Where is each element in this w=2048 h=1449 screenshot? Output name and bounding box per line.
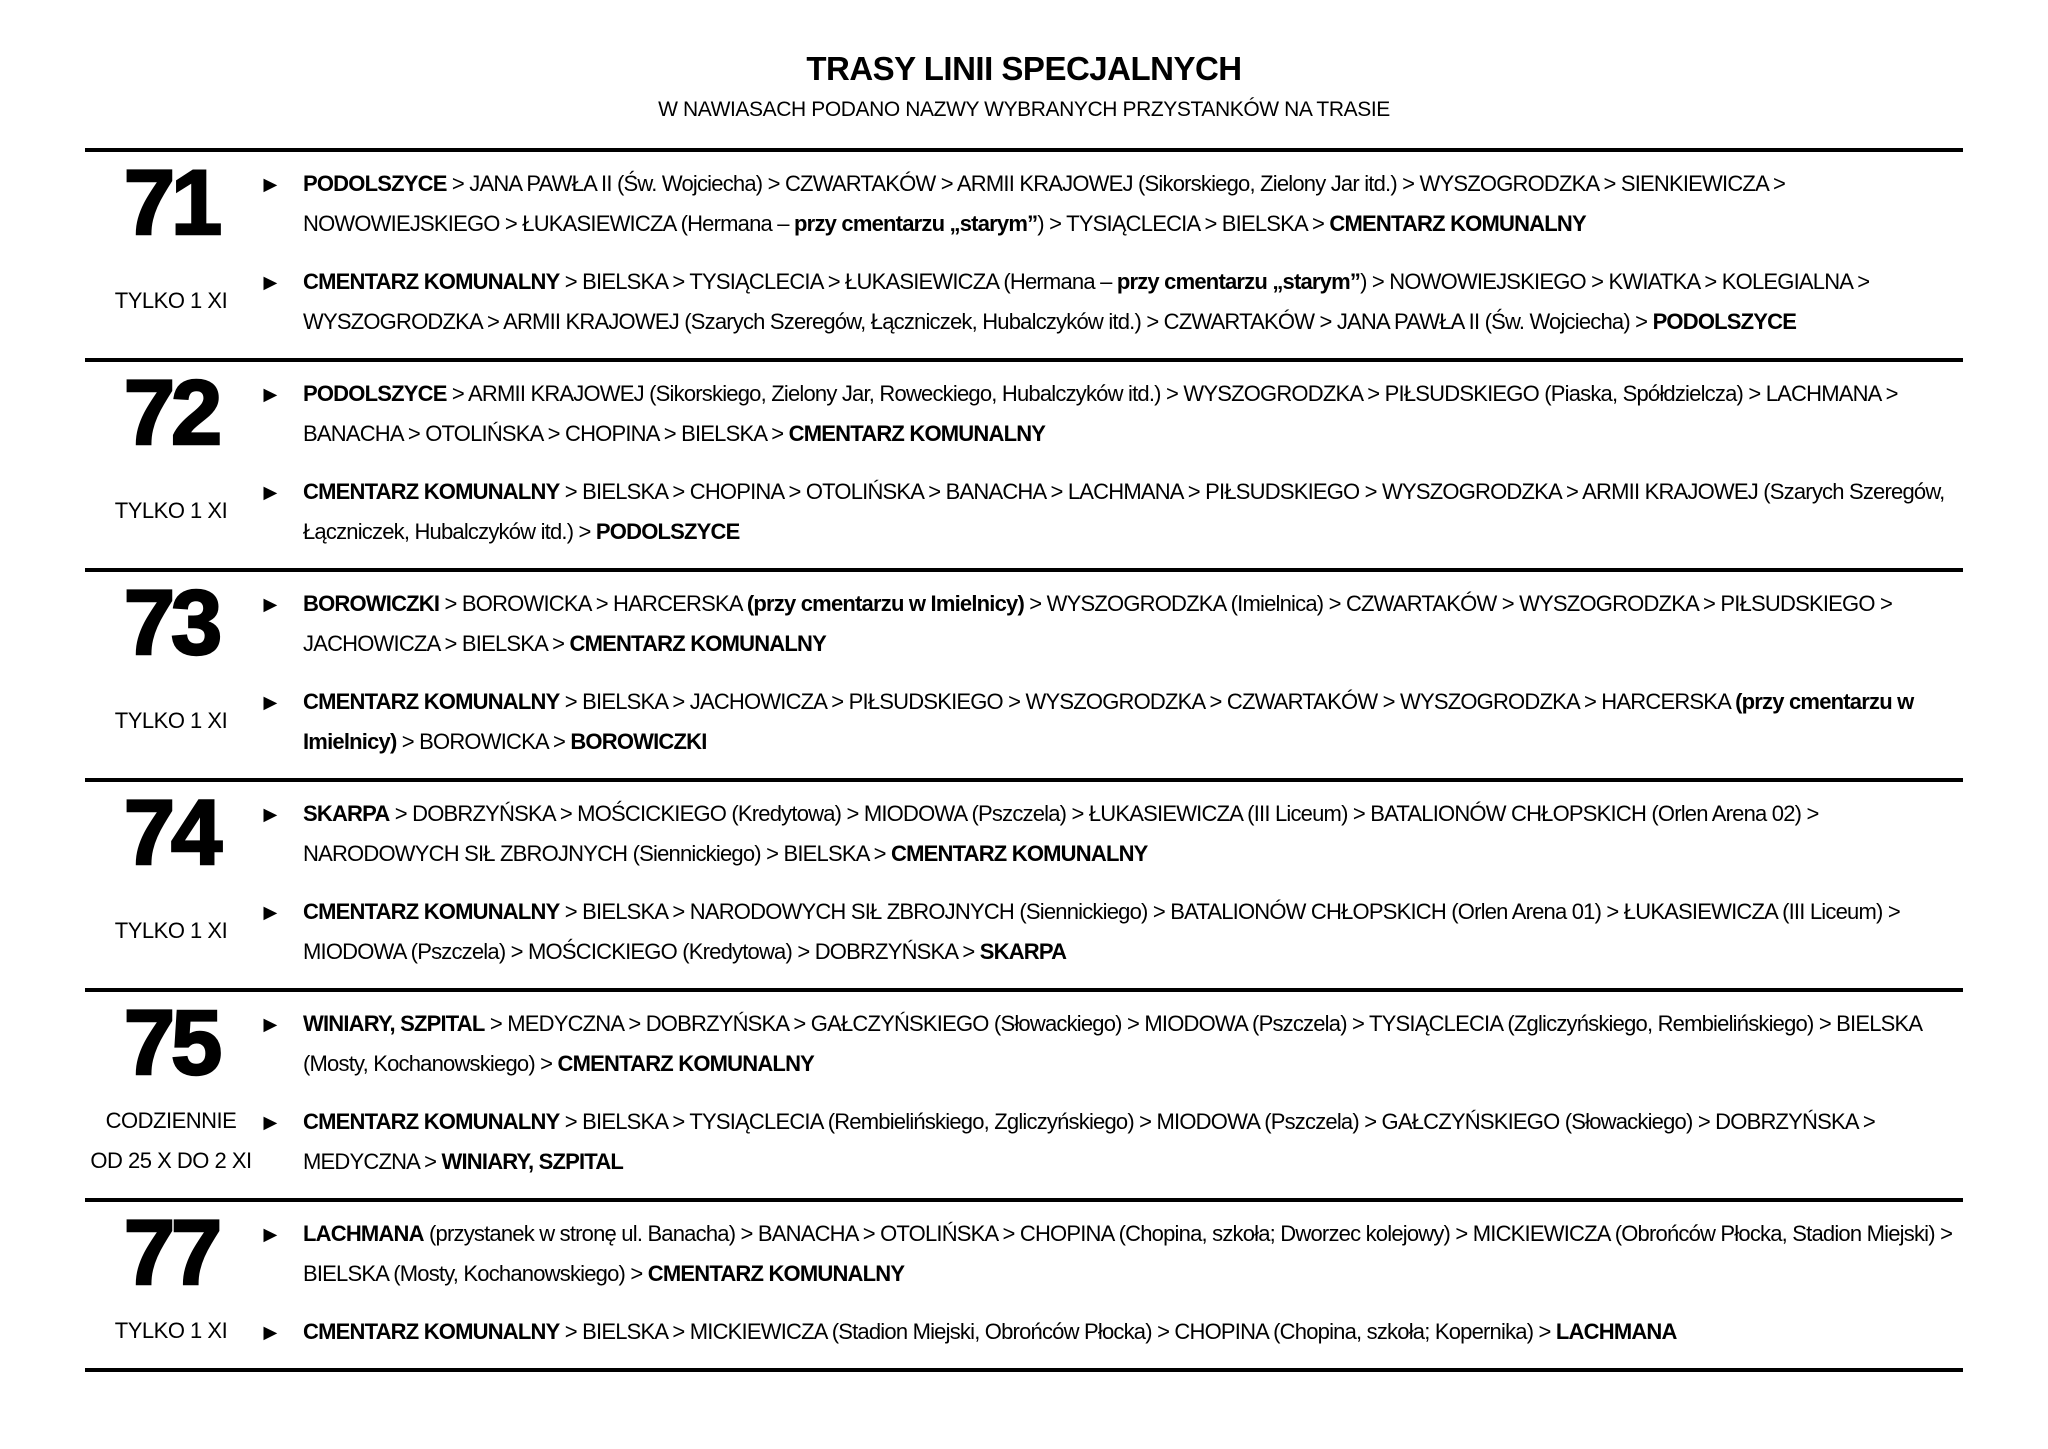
line-number: 71	[123, 152, 219, 254]
route-text	[303, 262, 1963, 342]
line-routes	[257, 1214, 1963, 1352]
route-row	[257, 1102, 1963, 1182]
route-direction-arrow-icon: ►	[259, 689, 282, 715]
route-text	[303, 584, 1963, 664]
route-terminal-stop: PODOLSZYCE	[1652, 309, 1797, 334]
route-direction-arrow-icon: ►	[259, 381, 282, 407]
route-row	[257, 262, 1963, 342]
route-direction-arrow-icon: ►	[259, 899, 282, 925]
route-terminal-stop: CMENTARZ KOMUNALNY	[647, 1261, 905, 1286]
line-routes	[257, 1004, 1963, 1182]
route-text	[303, 1102, 1963, 1182]
route-terminal-stop: WINIARY, SZPITAL	[441, 1149, 624, 1174]
route-terminal-stop: CMENTARZ KOMUNALNY	[303, 1109, 560, 1134]
route-terminal-stop: CMENTARZ KOMUNALNY	[303, 899, 560, 924]
line-routes	[257, 584, 1963, 762]
route-stops: ) > NOWOWIEJSKIEGO > KWIATKA > KOLEGIALNA > WYSZOGRODZKA > ARMII KRAJOWEJ (Szarych Szeregów, Łączniczek, Hubalczyków itd.) > CZWARTAKÓW > JANA PAWŁA II (Św. Wojciecha) >	[303, 269, 1870, 334]
route-text	[303, 1312, 1963, 1352]
route-stops: > BIELSKA > CHOPINA > OTOLIŃSKA > BANACHA > LACHMANA > PIŁSUDSKIEGO > WYSZOGRODZKA > ARMII KRAJOWEJ (Szarych Szeregów, Łączniczek, Hubalczyków itd.) >	[303, 479, 1945, 544]
route-text	[303, 682, 1963, 762]
route-terminal-stop: BOROWICZKI	[303, 591, 440, 616]
page-subtitle: W NAWIASACH PODANO NAZWY WYBRANYCH PRZYSTANKÓW NA TRASIE	[658, 98, 1390, 121]
schedule-note: TYLKO 1 XI	[114, 918, 228, 943]
route-terminal-stop: CMENTARZ KOMUNALNY	[303, 479, 560, 504]
route-direction-arrow-icon: ►	[259, 1011, 282, 1037]
route-terminal-stop: LACHMANA	[303, 1221, 424, 1246]
route-stops: > BIELSKA > JACHOWICZA > PIŁSUDSKIEGO > WYSZOGRODZKA > CZWARTAKÓW > WYSZOGRODZKA > HARCERSKA	[559, 689, 1736, 714]
route-row	[257, 794, 1963, 874]
line-section	[85, 568, 1963, 778]
sheet-header	[85, 50, 1963, 122]
schedule-note: TYLKO 1 XI	[114, 1318, 228, 1343]
route-row	[257, 584, 1963, 664]
route-stops: > DOBRZYŃSKA > MOŚCICKIEGO (Kredytowa) > MIODOWA (Pszczela) > ŁUKASIEWICZA (III Liceum) > BATALIONÓW CHŁOPSKICH (Orlen Arena 02) > NARODOWYCH SIŁ ZBROJNYCH (Siennickiego) > BIELSKA >	[303, 801, 1819, 866]
schedule-note: CODZIENNIE	[105, 1108, 237, 1133]
route-terminal-stop: przy cmentarzu „starym”	[794, 211, 1038, 236]
route-terminal-stop: LACHMANA	[1555, 1319, 1677, 1344]
route-row	[257, 164, 1963, 244]
line-schedule	[115, 491, 227, 531]
route-terminal-stop: CMENTARZ KOMUNALNY	[569, 631, 826, 656]
line-section	[85, 1198, 1963, 1368]
route-stops: > ARMII KRAJOWEJ (Sikorskiego, Zielony Jar, Roweckiego, Hubalczyków itd.) > WYSZOGRODZKA > PIŁSUDSKIEGO (Piaska, Spółdzielcza) > LACHMANA > BANACHA > OTOLIŃSKA > CHOPINA > BIELSKA >	[303, 381, 1898, 446]
route-terminal-stop: WINIARY, SZPITAL	[303, 1011, 485, 1036]
route-terminal-stop: SKARPA	[979, 939, 1067, 964]
route-terminal-stop: CMENTARZ KOMUNALNY	[303, 1319, 560, 1344]
line-section	[85, 988, 1963, 1198]
line-number: 74	[123, 782, 219, 884]
route-row	[257, 1004, 1963, 1084]
route-stops: > WYSZOGRODZKA (Imielnica) > CZWARTAKÓW > WYSZOGRODZKA > PIŁSUDSKIEGO > JACHOWICZA > BIELSKA >	[303, 591, 1892, 656]
route-text	[303, 1004, 1963, 1084]
route-row	[257, 472, 1963, 552]
line-routes	[257, 374, 1963, 552]
route-text	[303, 472, 1963, 552]
route-terminal-stop: PODOLSZYCE	[303, 171, 447, 196]
line-schedule	[115, 911, 227, 951]
route-terminal-stop: PODOLSZYCE	[595, 519, 740, 544]
route-stops: > BIELSKA > NARODOWYCH SIŁ ZBROJNYCH (Siennickiego) > BATALIONÓW CHŁOPSKICH (Orlen Arena 01) > ŁUKASIEWICZA (III Liceum) > MIODOWA (Pszczela) > MOŚCICKIEGO (Kredytowa) > DOBRZYŃSKA >	[303, 899, 1900, 964]
line-section	[85, 358, 1963, 568]
route-terminal-stop: CMENTARZ KOMUNALNY	[303, 689, 560, 714]
route-direction-arrow-icon: ►	[259, 1319, 282, 1345]
route-text	[303, 794, 1963, 874]
line-number: 72	[123, 362, 219, 464]
line-section	[85, 148, 1963, 358]
schedule-note: OD 25 X DO 2 XI	[90, 1148, 252, 1173]
route-text	[303, 374, 1963, 454]
route-terminal-stop: przy cmentarzu „starym”	[1116, 269, 1361, 294]
route-row	[257, 892, 1963, 972]
route-direction-arrow-icon: ►	[259, 171, 282, 197]
route-direction-arrow-icon: ►	[259, 591, 282, 617]
schedule-note: TYLKO 1 XI	[114, 498, 228, 523]
route-text	[303, 1214, 1963, 1294]
route-row	[257, 1312, 1963, 1352]
line-schedule	[115, 281, 227, 321]
schedule-note: TYLKO 1 XI	[114, 708, 228, 733]
line-routes	[257, 164, 1963, 342]
line-routes	[257, 794, 1963, 972]
route-terminal-stop: CMENTARZ KOMUNALNY	[1329, 211, 1586, 236]
route-direction-arrow-icon: ►	[259, 1221, 282, 1247]
route-row	[257, 374, 1963, 454]
line-schedule	[90, 1101, 251, 1181]
route-row	[257, 1214, 1963, 1294]
route-direction-arrow-icon: ►	[259, 1109, 282, 1135]
route-row	[257, 682, 1963, 762]
line-schedule	[115, 701, 227, 741]
line-section	[85, 778, 1963, 988]
route-terminal-stop: CMENTARZ KOMUNALNY	[303, 269, 560, 294]
route-stops: > BIELSKA > TYSIĄCLECIA > ŁUKASIEWICZA (Hermana –	[559, 269, 1117, 294]
route-terminal-stop: (przy cmentarzu w Imielnicy)	[303, 689, 1914, 754]
route-stops: > BOROWICKA > HARCERSKA	[439, 591, 747, 616]
route-stops: > JANA PAWŁA II (Św. Wojciecha) > CZWARTAKÓW > ARMII KRAJOWEJ (Sikorskiego, Zielony Jar itd.) > WYSZOGRODZKA > SIENKIEWICZA > NOWOWIEJSKIEGO > ŁUKASIEWICZA (Hermana –	[303, 171, 1786, 236]
route-stops: > MEDYCZNA > DOBRZYŃSKA > GAŁCZYŃSKIEGO (Słowackiego) > MIODOWA (Pszczela) > TYSIĄCLECIA (Zgliczyńskiego, Rembielińskiego) > BIELSKA (Mosty, Kochanowskiego) >	[303, 1011, 1922, 1076]
route-text	[303, 164, 1963, 244]
route-stops: > BIELSKA > TYSIĄCLECIA (Rembielińskiego, Zgliczyńskiego) > MIODOWA (Pszczela) > GAŁCZYŃSKIEGO (Słowackiego) > DOBRZYŃSKA > MEDYCZNA >	[303, 1109, 1875, 1174]
page-title: TRASY LINII SPECJALNYCH	[806, 50, 1242, 87]
route-terminal-stop: BOROWICZKI	[570, 729, 707, 754]
route-direction-arrow-icon: ►	[259, 479, 282, 505]
line-number: 75	[123, 992, 219, 1094]
route-text	[303, 892, 1963, 972]
route-stops: > BOROWICKA >	[396, 729, 571, 754]
route-terminal-stop: SKARPA	[303, 801, 390, 826]
route-stops: ) > TYSIĄCLECIA > BIELSKA >	[1037, 211, 1330, 236]
route-direction-arrow-icon: ►	[259, 269, 282, 295]
line-schedule	[115, 1311, 227, 1351]
route-stops: > BIELSKA > MICKIEWICZA (Stadion Miejski, Obrońców Płocka) > CHOPINA (Chopina, szkoła; Kopernika) >	[559, 1319, 1556, 1344]
route-terminal-stop: (przy cmentarzu w Imielnicy)	[746, 591, 1024, 616]
line-number: 73	[123, 572, 219, 674]
route-terminal-stop: CMENTARZ KOMUNALNY	[891, 841, 1148, 866]
route-terminal-stop: PODOLSZYCE	[303, 381, 447, 406]
schedule-note: TYLKO 1 XI	[114, 288, 228, 313]
route-terminal-stop: CMENTARZ KOMUNALNY	[557, 1051, 815, 1076]
route-direction-arrow-icon: ►	[259, 801, 282, 827]
line-number: 77	[123, 1202, 219, 1304]
lines-container	[85, 148, 1963, 1372]
route-terminal-stop: CMENTARZ KOMUNALNY	[788, 421, 1046, 446]
route-stops: (przystanek w stronę ul. Banacha) > BANACHA > OTOLIŃSKA > CHOPINA (Chopina, szkoła; Dworzec kolejowy) > MICKIEWICZA (Obrońców Płocka, Stadion Miejski) > BIELSKA (Mosty, Kochanowskiego) >	[303, 1221, 1953, 1286]
